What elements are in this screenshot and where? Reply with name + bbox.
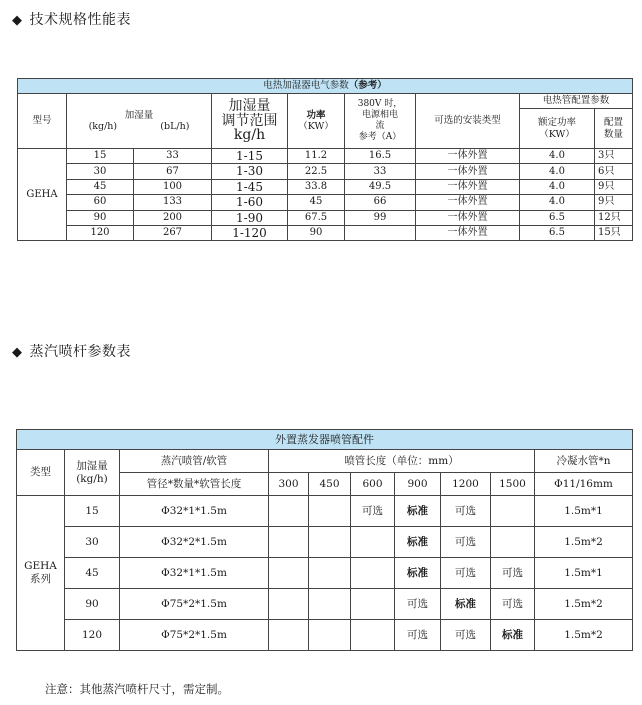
cell-len-1500: 可选 (491, 589, 535, 620)
cell-count: 12只 (595, 210, 633, 225)
cell-len-1200: 可选 (441, 527, 491, 558)
cell-power: 11.2 (288, 149, 345, 164)
cell-drain: 1.5m*1 (535, 496, 633, 527)
cell-hum: 90 (65, 589, 120, 620)
section-heading-spray (12, 341, 131, 361)
cell-len-300 (269, 620, 309, 651)
cell-pipe: Φ75*2*1.5m (120, 620, 269, 651)
cell-install: 一体外置 (416, 225, 520, 240)
diamond-bullet-icon: ◆ (12, 345, 23, 360)
cell-len-1200: 可选 (441, 620, 491, 651)
cell-kg: 90 (67, 210, 134, 225)
table-row (17, 589, 633, 620)
header-len-900: 900 (395, 473, 441, 496)
cell-kg: 45 (67, 179, 134, 194)
cell-bl: 67 (134, 164, 212, 179)
cell-pipe: Φ32*1*1.5m (120, 558, 269, 589)
section-title: 技术规格性能表 (29, 12, 131, 28)
cell-range: 1-60 (212, 195, 288, 210)
cell-rated: 4.0 (520, 179, 595, 194)
table-row (18, 164, 633, 179)
cell-drain: 1.5m*1 (535, 558, 633, 589)
spray-pipe-table (16, 429, 633, 651)
cell-len-300 (269, 589, 309, 620)
cell-count: 15只 (595, 225, 633, 240)
cell-kg: 120 (67, 225, 134, 240)
cell-kg: 30 (67, 164, 134, 179)
section-title: 蒸汽喷杆参数表 (29, 344, 131, 360)
header-len-600: 600 (351, 473, 395, 496)
table-title-row (18, 79, 633, 94)
cell-range: 1-15 (212, 149, 288, 164)
cell-len-1500 (491, 496, 535, 527)
cell-len-600 (351, 589, 395, 620)
table-row (17, 558, 633, 589)
section-heading-specs (12, 9, 131, 29)
table-row (18, 210, 633, 225)
cell-drain: 1.5m*2 (535, 620, 633, 651)
cell-power: 22.5 (288, 164, 345, 179)
cell-bl: 200 (134, 210, 212, 225)
cell-drain: 1.5m*2 (535, 589, 633, 620)
cell-install: 一体外置 (416, 164, 520, 179)
header-tube-config: 电热管配置参数 (520, 94, 633, 109)
cell-len-300 (269, 558, 309, 589)
cell-len-600: 可选 (351, 496, 395, 527)
cell-kg: 15 (67, 149, 134, 164)
cell-len-900: 标准 (395, 558, 441, 589)
header-tube-count: 配置 数量 (595, 109, 633, 149)
footnote: 注意：其他蒸汽喷杆尺寸，需定制。 (45, 682, 229, 696)
cell-drain: 1.5m*2 (535, 527, 633, 558)
header-pipe-length: 喷管长度（单位：mm） (269, 450, 535, 473)
cell-current: 66 (345, 195, 416, 210)
cell-len-1200: 可选 (441, 496, 491, 527)
cell-len-600 (351, 620, 395, 651)
table-row (17, 527, 633, 558)
header-len-300: 300 (269, 473, 309, 496)
cell-len-300 (269, 496, 309, 527)
model-cell: GEHA (18, 149, 67, 241)
header-len-1200: 1200 (441, 473, 491, 496)
cell-count: 9只 (595, 195, 633, 210)
cell-range: 1-90 (212, 210, 288, 225)
cell-hum: 15 (65, 496, 120, 527)
header-humidification: 加湿量 (kg/h) (65, 450, 120, 496)
cell-rated: 4.0 (520, 149, 595, 164)
cell-current: 33 (345, 164, 416, 179)
cell-bl: 33 (134, 149, 212, 164)
cell-power: 67.5 (288, 210, 345, 225)
cell-len-450 (309, 496, 351, 527)
header-adjust-range: 加湿量 调节范围 kg/h (212, 94, 288, 149)
cell-install: 一体外置 (416, 179, 520, 194)
cell-power: 45 (288, 195, 345, 210)
header-drain: 冷凝水管*n (535, 450, 633, 473)
cell-hum: 30 (65, 527, 120, 558)
cell-len-1200: 可选 (441, 558, 491, 589)
cell-bl: 100 (134, 179, 212, 194)
cell-len-900: 标准 (395, 527, 441, 558)
header-row (17, 450, 633, 473)
cell-install: 一体外置 (416, 149, 520, 164)
cell-len-900: 标准 (395, 496, 441, 527)
cell-len-450 (309, 558, 351, 589)
cell-len-900: 可选 (395, 589, 441, 620)
cell-len-450 (309, 620, 351, 651)
cell-power: 33.8 (288, 179, 345, 194)
table-row (17, 620, 633, 651)
cell-count: 3只 (595, 149, 633, 164)
table-row (17, 496, 633, 527)
header-len-1500: 1500 (491, 473, 535, 496)
cell-len-900: 可选 (395, 620, 441, 651)
cell-power: 90 (288, 225, 345, 240)
header-row (18, 94, 633, 109)
cell-len-1500 (491, 527, 535, 558)
cell-rated: 4.0 (520, 195, 595, 210)
cell-len-1500: 可选 (491, 558, 535, 589)
table-row (18, 179, 633, 194)
diamond-bullet-icon: ◆ (12, 13, 23, 28)
cell-len-450 (309, 527, 351, 558)
cell-bl: 133 (134, 195, 212, 210)
cell-hum: 120 (65, 620, 120, 651)
cell-rated: 6.5 (520, 210, 595, 225)
header-type: 类型 (17, 450, 65, 496)
cell-len-1500: 标准 (491, 620, 535, 651)
table-row (18, 225, 633, 240)
cell-range: 1-120 (212, 225, 288, 240)
cell-pipe: Φ32*2*1.5m (120, 527, 269, 558)
cell-bl: 267 (134, 225, 212, 240)
table-row (18, 149, 633, 164)
cell-range: 1-45 (212, 179, 288, 194)
cell-hum: 45 (65, 558, 120, 589)
cell-current: 16.5 (345, 149, 416, 164)
cell-len-600 (351, 558, 395, 589)
header-power: 功率 （KW） (288, 94, 345, 149)
cell-kg: 60 (67, 195, 134, 210)
table-title: 电热加湿器电气参数（参考） (18, 79, 633, 94)
cell-count: 9只 (595, 179, 633, 194)
header-model: 型号 (18, 94, 67, 149)
cell-install: 一体外置 (416, 195, 520, 210)
cell-rated: 4.0 (520, 164, 595, 179)
table-row (18, 195, 633, 210)
cell-count: 6只 (595, 164, 633, 179)
header-rated-power: 额定功率 （KW） (520, 109, 595, 149)
cell-pipe: Φ32*1*1.5m (120, 496, 269, 527)
cell-len-450 (309, 589, 351, 620)
cell-rated: 6.5 (520, 225, 595, 240)
table-title: 外置蒸发器喷管配件 (17, 430, 633, 450)
header-current: 380V 时， 电源相电 流 参考（A） (345, 94, 416, 149)
cell-current: 99 (345, 210, 416, 225)
table-title-row (17, 430, 633, 450)
cell-range: 1-30 (212, 164, 288, 179)
cell-len-1200: 标准 (441, 589, 491, 620)
header-pipe: 蒸汽喷管/软管 (120, 450, 269, 473)
cell-current: 49.5 (345, 179, 416, 194)
cell-current (345, 225, 416, 240)
header-pipe-spec: 管径*数量*软管长度 (120, 473, 269, 496)
header-humidification: 加湿量 (kg/h) (bL/h) (67, 94, 212, 149)
cell-len-600 (351, 527, 395, 558)
header-drain-spec: Φ11/16mm (535, 473, 633, 496)
electric-params-table (17, 78, 633, 241)
cell-len-300 (269, 527, 309, 558)
cell-install: 一体外置 (416, 210, 520, 225)
cell-pipe: Φ75*2*1.5m (120, 589, 269, 620)
type-cell: GEHA 系列 (17, 496, 65, 651)
header-len-450: 450 (309, 473, 351, 496)
header-install-type: 可选的安装类型 (416, 94, 520, 149)
